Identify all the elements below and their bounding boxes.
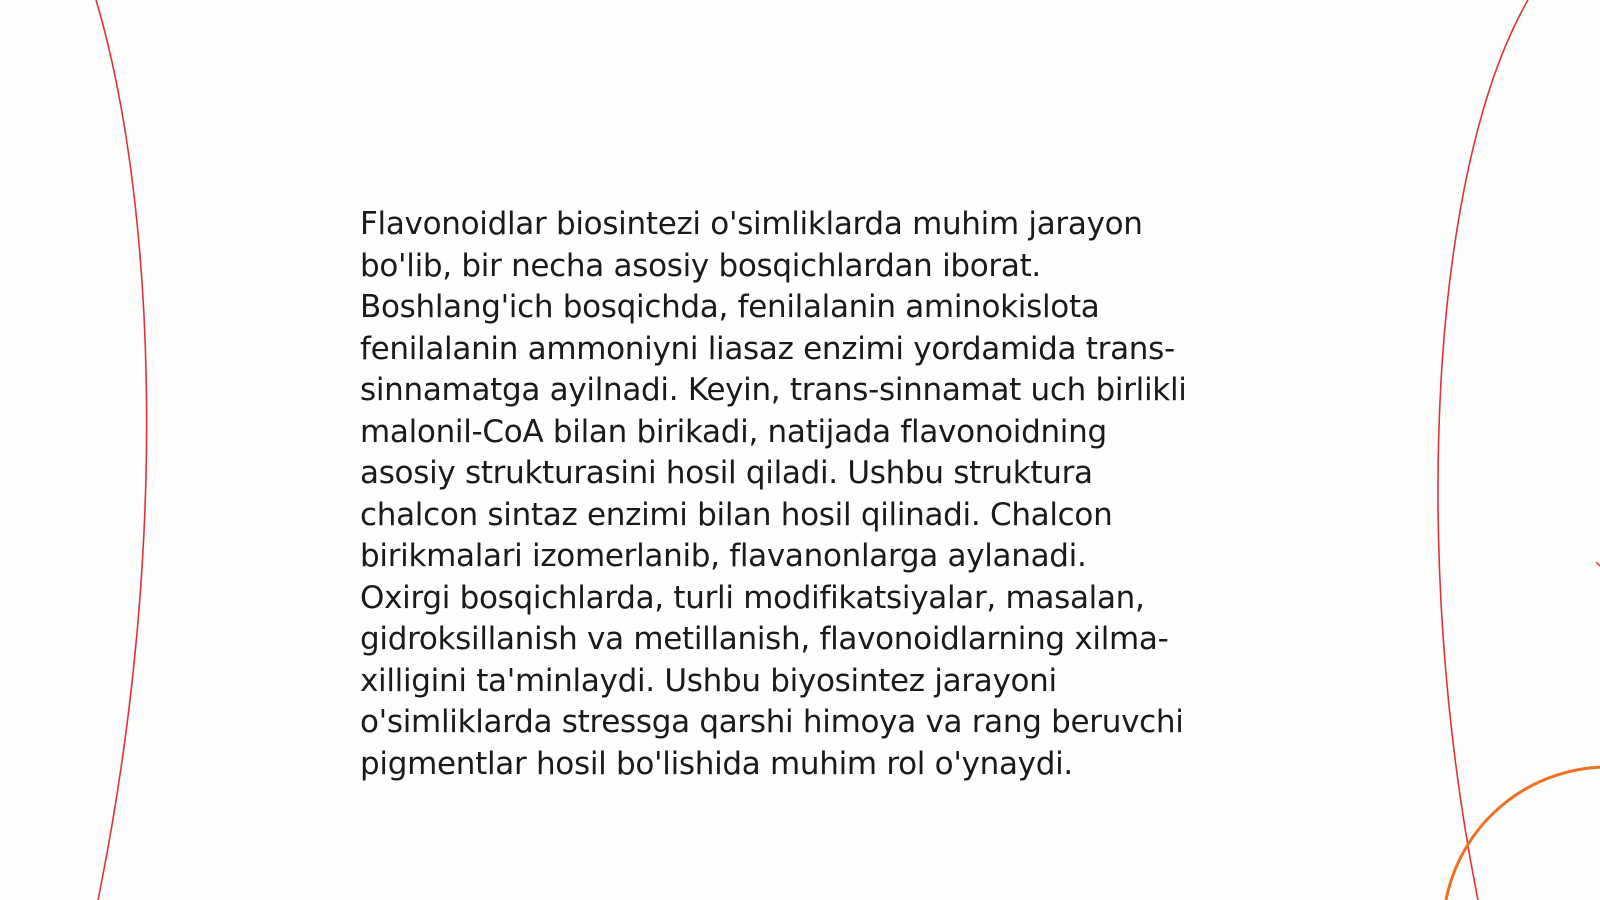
paragraph-line: asosiy strukturasini hosil qiladi. Ushbu struktura (360, 455, 1093, 491)
right-curve-line (1438, 0, 1528, 900)
paragraph-line: gidroksillanish va metillanish, flavonoidlarning xilma- (360, 621, 1169, 657)
paragraph-line: xilligini ta'minlaydi. Ushbu biyosintez jarayoni (360, 662, 1057, 699)
paragraph-line: chalcon sintaz enzimi bilan hosil qilinadi. Chalcon (360, 496, 1113, 533)
right-edge-tick (1596, 562, 1600, 566)
paragraph-line: birikmalari izomerlanib, flavanonlarga aylanadi. (360, 538, 1087, 574)
orange-arc (1446, 767, 1600, 900)
paragraph-line: Oxirgi bosqichlarda, turli modifikatsiyalar, masalan, (360, 579, 1145, 616)
paragraph-line: Flavonoidlar biosintezi o'simliklarda muhim jarayon (360, 206, 1143, 242)
paragraph-line: pigmentlar hosil bo'lishida muhim rol o'ynaydi. (360, 745, 1073, 782)
body-paragraph (360, 204, 1260, 785)
paragraph-line: o'simliklarda stressga qarshi himoya va rang beruvchi (360, 704, 1184, 740)
paragraph-line: fenilalanin ammoniyni liasaz enzimi yordamida trans- (360, 330, 1175, 367)
paragraph-line: malonil-CoA bilan birikadi, natijada flavonoidning (360, 413, 1107, 450)
paragraph-line: sinnamatga ayilnadi. Keyin, trans-sinnamat uch birlikli (360, 372, 1187, 408)
paragraph-line: Boshlang'ich bosqichda, fenilalanin aminokislota (360, 289, 1100, 325)
paragraph-line: bo'lib, bir necha asosiy bosqichlardan iborat. (360, 247, 1041, 284)
left-curve-line (96, 0, 147, 900)
